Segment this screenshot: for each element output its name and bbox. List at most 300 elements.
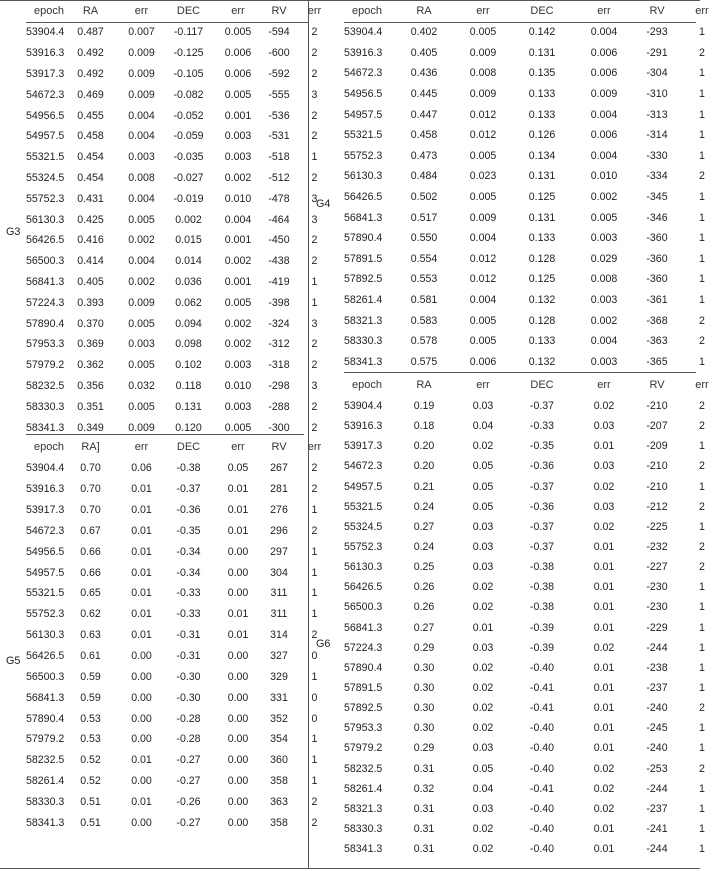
g6-cell-ra-err: 0.02 <box>472 843 494 856</box>
g6-cell-rv-err: 1 <box>699 782 705 795</box>
g6-cell-dec-err: 0.01 <box>593 440 615 453</box>
g5-cell-rv: 358 <box>270 816 288 829</box>
g3-table-row <box>26 272 331 293</box>
g6-cell-rv: -241 <box>646 823 668 836</box>
g5-cell-rv: 314 <box>270 629 288 642</box>
g6-cell-ra-err: 0.03 <box>472 802 494 815</box>
g4-cell-ra: 0.517 <box>410 211 438 224</box>
g4-cell-ra: 0.402 <box>410 26 438 39</box>
g5-cell-ra-err: 0.06 <box>131 462 152 475</box>
g6-cell-rv-err: 1 <box>699 682 705 695</box>
g5-cell-ra-err: 0.01 <box>131 545 152 558</box>
table-g4 <box>344 0 720 372</box>
g3-cell-dec-err: 0.002 <box>224 338 252 351</box>
g5-cell-ra-err: 0.01 <box>131 754 152 767</box>
g5-cell-rv: 297 <box>270 545 288 558</box>
g5-cell-epoch: 55752.3 <box>26 608 65 621</box>
g4-table-row <box>344 187 720 208</box>
g6-table-row <box>344 557 720 577</box>
g5-cell-ra-err: 0.01 <box>131 629 152 642</box>
g3-cell-dec-err: 0.006 <box>224 47 252 60</box>
g5-cell-epoch: 54957.5 <box>26 566 65 579</box>
g6-cell-ra: 0.29 <box>413 742 435 755</box>
g3-cell-epoch: 55324.5 <box>26 171 65 184</box>
g6-cell-rv: -244 <box>646 782 668 795</box>
g3-cell-ra-err: 0.004 <box>128 255 155 268</box>
g6-cell-dec-err: 0.01 <box>593 541 615 554</box>
g5-cell-rv-err: 1 <box>311 733 318 746</box>
g3-cell-dec: -0.105 <box>173 67 204 80</box>
g4-cell-ra: 0.458 <box>410 129 438 142</box>
g5-cell-epoch: 53917.3 <box>26 504 65 517</box>
g6-table-row <box>344 577 720 597</box>
g6-cell-rv-err: 1 <box>699 480 705 493</box>
g6-cell-rv: -230 <box>646 601 668 614</box>
g6-cell-rv-err: 1 <box>699 843 705 856</box>
group-label-g6: G6 <box>316 638 331 650</box>
g5-cell-dec-err: 0.00 <box>227 566 249 579</box>
g3-cell-rv-err: 2 <box>311 109 318 122</box>
g6-cell-dec: -0.39 <box>529 641 555 654</box>
g5-cell-dec-err: 0.00 <box>227 795 249 808</box>
g6-cell-rv-err: 1 <box>699 601 705 614</box>
g5-cell-ra-err: 0.01 <box>131 566 152 579</box>
g4-cell-rv-err: 1 <box>699 26 705 39</box>
g6-cell-epoch: 57953.3 <box>344 722 383 735</box>
g6-cell-dec-err: 0.03 <box>593 420 615 433</box>
g3-cell-ra-err: 0.005 <box>128 317 155 330</box>
g3-cell-ra: 0.425 <box>77 213 104 226</box>
g5-cell-epoch: 53904.4 <box>26 462 65 475</box>
g3-cell-rv-err: 2 <box>311 67 318 80</box>
g5-cell-ra-err: 0.00 <box>131 670 152 683</box>
g5-table-row <box>26 708 331 729</box>
g6-cell-epoch: 57892.5 <box>344 702 383 715</box>
g4-cell-dec: 0.131 <box>528 46 556 59</box>
g3-cell-rv-err: 2 <box>311 26 318 39</box>
g4-cell-dec: 0.133 <box>528 232 556 245</box>
g3-cell-rv-err: 2 <box>311 255 318 268</box>
g6-cell-ra: 0.20 <box>413 460 435 473</box>
g3-table-row <box>26 209 331 230</box>
g4-cell-dec-err: 0.010 <box>590 170 618 183</box>
g3-cell-rv: -398 <box>268 296 290 309</box>
col-header-ra-err: err <box>476 5 490 17</box>
g6-cell-ra-err: 0.01 <box>472 621 494 634</box>
table-g6 <box>344 374 720 859</box>
g5-cell-epoch: 54956.5 <box>26 545 65 558</box>
g3-table-row <box>26 292 331 313</box>
g6-table-row <box>344 819 720 839</box>
g4-cell-rv-err: 1 <box>699 294 705 307</box>
g6-cell-rv-err: 1 <box>699 641 705 654</box>
g6-cell-ra: 0.32 <box>413 782 435 795</box>
g5-cell-ra: 0.59 <box>80 691 101 704</box>
g3-cell-rv: -478 <box>268 192 290 205</box>
g5-cell-epoch: 56841.3 <box>26 691 65 704</box>
g3-cell-epoch: 53916.3 <box>26 47 65 60</box>
g5-cell-epoch: 57979.2 <box>26 733 65 746</box>
g6-cell-ra-err: 0.05 <box>472 762 494 775</box>
g5-cell-dec: -0.37 <box>176 483 201 496</box>
g6-cell-ra: 0.30 <box>413 661 435 674</box>
g5-table-row <box>26 479 331 500</box>
col-header-epoch: epoch <box>34 5 64 17</box>
col-header-epoch: epoch <box>352 5 382 17</box>
g6-cell-ra: 0.26 <box>413 601 435 614</box>
col-header-rv-err: err <box>695 379 709 391</box>
g5-cell-epoch: 56130.3 <box>26 629 65 642</box>
g5-table-row <box>26 646 331 667</box>
g6-cell-epoch: 56426.5 <box>344 581 383 594</box>
g3-cell-rv: -318 <box>268 359 290 372</box>
g4-cell-dec-err: 0.003 <box>590 355 618 368</box>
g4-table-row <box>344 84 720 105</box>
g4-cell-ra-err: 0.012 <box>469 108 497 121</box>
g5-cell-ra-err: 0.01 <box>131 524 152 537</box>
g5-cell-dec: -0.28 <box>176 733 201 746</box>
g6-cell-epoch: 58321.3 <box>344 802 383 815</box>
g3-cell-dec: 0.014 <box>175 255 202 268</box>
g3-cell-dec-err: 0.003 <box>224 130 252 143</box>
g4-cell-dec-err: 0.004 <box>590 26 618 39</box>
g3-cell-dec: 0.094 <box>175 317 202 330</box>
g4-cell-ra: 0.554 <box>410 252 438 265</box>
g6-cell-rv: -227 <box>646 561 668 574</box>
g5-table-row <box>26 687 331 708</box>
g5-table-row <box>26 500 331 521</box>
g3-cell-epoch: 56130.3 <box>26 213 65 226</box>
col-header-dec-err: err <box>231 441 245 453</box>
g5-table-row <box>26 666 331 687</box>
g6-table-row <box>344 456 720 476</box>
g3-cell-ra-err: 0.002 <box>128 234 155 247</box>
g3-cell-epoch: 53917.3 <box>26 67 65 80</box>
g6-table-row <box>344 779 720 799</box>
g5-cell-rv-err: 1 <box>311 587 318 600</box>
g6-cell-ra-err: 0.02 <box>472 823 494 836</box>
g4-table-row <box>344 146 720 167</box>
g3-cell-dec-err: 0.002 <box>224 317 252 330</box>
g3-cell-ra: 0.349 <box>77 421 104 434</box>
g5-cell-rv-err: 0 <box>311 712 318 725</box>
g4-cell-ra: 0.447 <box>410 108 438 121</box>
g5-cell-ra-err: 0.00 <box>131 650 152 663</box>
g6-cell-rv: -253 <box>646 762 668 775</box>
g5-cell-rv-err: 1 <box>311 754 318 767</box>
g5-cell-dec-err: 0.05 <box>227 462 249 475</box>
g3-cell-dec-err: 0.010 <box>224 192 252 205</box>
g4-cell-rv-err: 1 <box>699 129 705 142</box>
g4-cell-ra: 0.550 <box>410 232 438 245</box>
g3-cell-rv: -450 <box>268 234 290 247</box>
g5-cell-ra-err: 0.00 <box>131 775 152 788</box>
g4-cell-epoch: 57890.4 <box>344 232 383 245</box>
g3-cell-dec: 0.015 <box>175 234 202 247</box>
g5-cell-rv: 363 <box>270 795 288 808</box>
g6-cell-rv: -229 <box>646 621 668 634</box>
g6-cell-ra-err: 0.03 <box>472 742 494 755</box>
g6-cell-rv-err: 1 <box>699 440 705 453</box>
g6-table-row <box>344 497 720 517</box>
g6-table-row <box>344 597 720 617</box>
g6-cell-dec-err: 0.02 <box>593 480 615 493</box>
g6-cell-ra-err: 0.02 <box>472 661 494 674</box>
g6-cell-epoch: 54672.3 <box>344 460 383 473</box>
g6-cell-epoch: 58232.5 <box>344 762 383 775</box>
g4-cell-ra: 0.581 <box>410 294 438 307</box>
g6-cell-epoch: 57979.2 <box>344 742 383 755</box>
g4-cell-rv-err: 1 <box>699 273 705 286</box>
g3-table-row <box>26 64 331 85</box>
g4-cell-ra: 0.405 <box>410 46 438 59</box>
g5-cell-epoch: 58261.4 <box>26 775 65 788</box>
g5-cell-ra: 0.51 <box>80 816 101 829</box>
g3-cell-dec: 0.131 <box>175 400 202 413</box>
g4-cell-ra-err: 0.005 <box>469 335 497 348</box>
g6-cell-ra-err: 0.05 <box>472 480 494 493</box>
g4-cell-rv: -345 <box>646 191 668 204</box>
col-header-ra-err: err <box>134 441 149 453</box>
g5-cell-dec: -0.35 <box>176 524 201 537</box>
g4-cell-dec: 0.135 <box>528 67 556 80</box>
g3-cell-dec: 0.098 <box>175 338 202 351</box>
g5-cell-rv-err: 1 <box>311 545 318 558</box>
g6-cell-rv: -237 <box>646 682 668 695</box>
g3-cell-dec: -0.052 <box>173 109 204 122</box>
g6-table-row <box>344 618 720 638</box>
g5-table-row <box>26 541 331 562</box>
g5-cell-ra: 0.67 <box>80 524 101 537</box>
g6-cell-ra-err: 0.02 <box>472 702 494 715</box>
g5-table-row <box>26 750 331 771</box>
g6-cell-rv: -225 <box>646 520 668 533</box>
g3-cell-ra-err: 0.005 <box>128 359 155 372</box>
g3-cell-ra-err: 0.002 <box>128 275 155 288</box>
g6-cell-epoch: 56841.3 <box>344 621 383 634</box>
g4-cell-rv-err: 1 <box>699 108 705 121</box>
g6-cell-ra-err: 0.03 <box>472 541 494 554</box>
g5-cell-epoch: 58341.3 <box>26 816 65 829</box>
g6-table-row <box>344 678 720 698</box>
g5-cell-rv-err: 2 <box>311 524 318 537</box>
g6-cell-ra-err: 0.04 <box>472 420 494 433</box>
g5-cell-dec-err: 0.00 <box>227 712 249 725</box>
g6-cell-dec-err: 0.02 <box>593 782 615 795</box>
g6-cell-rv-err: 1 <box>699 520 705 533</box>
g5-cell-ra: 0.53 <box>80 712 101 725</box>
g5-cell-epoch: 58232.5 <box>26 754 65 767</box>
g5-cell-dec-err: 0.00 <box>227 587 249 600</box>
g5-cell-dec: -0.34 <box>176 566 201 579</box>
g3-cell-rv-err: 1 <box>311 296 318 309</box>
g4-table-row <box>344 125 720 146</box>
g4-table-row <box>344 63 720 84</box>
g5-cell-ra: 0.62 <box>80 608 101 621</box>
g3-cell-ra-err: 0.032 <box>128 379 155 392</box>
g3-cell-rv-err: 3 <box>311 213 318 226</box>
g5-cell-ra-err: 0.01 <box>131 795 152 808</box>
g5-cell-dec: -0.27 <box>176 754 201 767</box>
g3-table-row <box>26 43 331 64</box>
g4-cell-dec-err: 0.006 <box>590 67 618 80</box>
g6-cell-ra: 0.19 <box>413 400 435 413</box>
g6-cell-dec-err: 0.01 <box>593 682 615 695</box>
g3-cell-epoch: 58341.3 <box>26 421 65 434</box>
g4-cell-epoch: 58341.3 <box>344 355 383 368</box>
g5-cell-rv: 281 <box>270 483 288 496</box>
g5-cell-dec: -0.27 <box>176 816 201 829</box>
g6-cell-ra: 0.24 <box>413 500 435 513</box>
g4-cell-epoch: 57892.5 <box>344 273 383 286</box>
g3-cell-rv: -464 <box>268 213 290 226</box>
g6-cell-dec: -0.38 <box>529 601 555 614</box>
g4-cell-dec-err: 0.004 <box>590 149 618 162</box>
g4-cell-dec-err: 0.003 <box>590 232 618 245</box>
g3-cell-rv-err: 2 <box>311 171 318 184</box>
g3-cell-dec: -0.125 <box>173 47 204 60</box>
g4-cell-dec: 0.134 <box>528 149 556 162</box>
g3-cell-dec: -0.117 <box>173 26 204 39</box>
g6-cell-rv: -245 <box>646 722 668 735</box>
g3-cell-ra: 0.454 <box>77 151 104 164</box>
g4-cell-rv: -360 <box>646 252 668 265</box>
g4-cell-epoch: 55321.5 <box>344 129 383 142</box>
g4-cell-dec-err: 0.002 <box>590 314 618 327</box>
g6-cell-dec: -0.38 <box>529 581 555 594</box>
g6-cell-dec-err: 0.03 <box>593 500 615 513</box>
g5-cell-rv-err: 1 <box>311 670 318 683</box>
g3-cell-ra: 0.405 <box>77 275 104 288</box>
g6-cell-ra: 0.30 <box>413 722 435 735</box>
g3-cell-dec: -0.035 <box>173 151 204 164</box>
g5-cell-dec-err: 0.00 <box>227 691 249 704</box>
g6-cell-epoch: 55752.3 <box>344 541 383 554</box>
g6-cell-rv-err: 1 <box>699 661 705 674</box>
g3-cell-ra-err: 0.008 <box>128 171 155 184</box>
g6-table-row <box>344 799 720 819</box>
g4-cell-dec-err: 0.004 <box>590 335 618 348</box>
g6-cell-ra-err: 0.03 <box>472 400 494 413</box>
g6-cell-dec: -0.37 <box>529 480 555 493</box>
g6-cell-ra-err: 0.03 <box>472 520 494 533</box>
g6-cell-rv-err: 2 <box>699 420 705 433</box>
g3-cell-ra: 0.492 <box>77 67 104 80</box>
g3-cell-ra-err: 0.005 <box>128 400 155 413</box>
g6-cell-dec: -0.40 <box>529 661 555 674</box>
g6-cell-rv: -238 <box>646 661 668 674</box>
g5-cell-ra: 0.70 <box>80 462 101 475</box>
g5-cell-ra: 0.59 <box>80 670 101 683</box>
g6-cell-ra: 0.31 <box>413 802 435 815</box>
g4-cell-rv: -313 <box>646 108 668 121</box>
g3-cell-dec-err: 0.003 <box>224 151 252 164</box>
g4-cell-rv: -314 <box>646 129 668 142</box>
g6-cell-ra-err: 0.02 <box>472 581 494 594</box>
g6-cell-ra-err: 0.04 <box>472 782 494 795</box>
col-header-ra: RA] <box>81 441 100 453</box>
g5-cell-rv-err: 0 <box>311 650 318 663</box>
g4-cell-dec: 0.126 <box>528 129 556 142</box>
g3-cell-epoch: 53904.4 <box>26 26 65 39</box>
g3-cell-epoch: 56841.3 <box>26 275 65 288</box>
g5-cell-rv-err: 1 <box>311 775 318 788</box>
g6-cell-rv-err: 1 <box>699 802 705 815</box>
g3-cell-ra: 0.370 <box>77 317 104 330</box>
g6-cell-dec: -0.37 <box>529 520 555 533</box>
g6-cell-rv-err: 1 <box>699 722 705 735</box>
g3-cell-dec-err: 0.005 <box>224 296 252 309</box>
g3-cell-ra-err: 0.003 <box>128 151 155 164</box>
g6-cell-dec-err: 0.01 <box>593 843 615 856</box>
g3-cell-epoch: 57979.2 <box>26 359 65 372</box>
g3-table-row <box>26 22 331 43</box>
g6-cell-rv-err: 2 <box>699 400 705 413</box>
group-label-g3: G3 <box>6 226 21 238</box>
g3-cell-rv: -324 <box>268 317 290 330</box>
g3-cell-dec-err: 0.003 <box>224 400 252 413</box>
g4-table-row <box>344 22 720 43</box>
g6-cell-ra: 0.29 <box>413 641 435 654</box>
g3-cell-rv-err: 3 <box>311 379 318 392</box>
g6-cell-ra-err: 0.02 <box>472 601 494 614</box>
g4-cell-rv: -330 <box>646 149 668 162</box>
g6-cell-epoch: 56500.3 <box>344 601 383 614</box>
g6-cell-rv-err: 1 <box>699 742 705 755</box>
g6-cell-dec-err: 0.01 <box>593 601 615 614</box>
table-g4-header <box>344 0 720 22</box>
g5-cell-ra: 0.52 <box>80 775 101 788</box>
g4-cell-dec: 0.125 <box>528 191 556 204</box>
g5-table-row <box>26 604 331 625</box>
g3-cell-ra: 0.414 <box>77 255 104 268</box>
g4-cell-dec: 0.128 <box>528 252 556 265</box>
g4-table-row <box>344 269 720 290</box>
g3-cell-rv: -312 <box>268 338 290 351</box>
g5-cell-rv: 331 <box>270 691 288 704</box>
g5-cell-dec-err: 0.00 <box>227 545 249 558</box>
g4-table-row <box>344 166 720 187</box>
g6-cell-ra-err: 0.02 <box>472 440 494 453</box>
g5-cell-rv: 360 <box>270 754 288 767</box>
g6-cell-epoch: 53917.3 <box>344 440 383 453</box>
g3-table-row <box>26 251 331 272</box>
g4-cell-dec: 0.142 <box>528 26 556 39</box>
g4-table-row <box>344 228 720 249</box>
g4-cell-rv: -304 <box>646 67 668 80</box>
g5-cell-ra: 0.53 <box>80 733 101 746</box>
g5-cell-dec-err: 0.01 <box>227 608 249 621</box>
g4-cell-epoch: 54956.5 <box>344 88 383 101</box>
g4-cell-ra-err: 0.009 <box>469 46 497 59</box>
g6-cell-dec: -0.35 <box>529 440 555 453</box>
g3-cell-ra-err: 0.003 <box>128 338 155 351</box>
g6-cell-ra: 0.18 <box>413 420 435 433</box>
g4-cell-ra: 0.445 <box>410 88 438 101</box>
g5-cell-ra-err: 0.00 <box>131 691 152 704</box>
g4-cell-ra-err: 0.023 <box>469 170 497 183</box>
g5-cell-rv-err: 1 <box>311 608 318 621</box>
g4-cell-ra-err: 0.012 <box>469 129 497 142</box>
g4-table-row <box>344 43 720 64</box>
g5-cell-ra: 0.61 <box>80 650 101 663</box>
g6-cell-dec: -0.38 <box>529 561 555 574</box>
g4-table-row <box>344 331 720 352</box>
g6-cell-ra: 0.30 <box>413 682 435 695</box>
g5-cell-dec: -0.34 <box>176 545 201 558</box>
g5-cell-ra: 0.52 <box>80 754 101 767</box>
g6-cell-dec-err: 0.01 <box>593 702 615 715</box>
